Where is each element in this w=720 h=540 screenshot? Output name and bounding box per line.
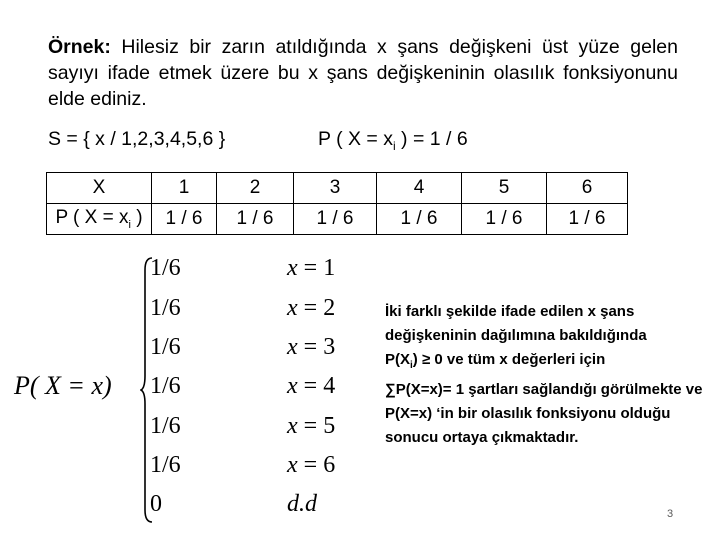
p-cell: 1 / 6 xyxy=(152,204,217,235)
distribution-table xyxy=(46,172,628,235)
piece-condition: x = 5 xyxy=(287,413,336,439)
example-label: Örnek: xyxy=(48,36,111,58)
piece-value: 1/6 xyxy=(150,334,181,360)
x-cell: 6 xyxy=(547,173,628,204)
uniform-probability: P ( $X = x_i$ ) = 1 / 6 xyxy=(318,128,468,153)
x-cell: 2 xyxy=(217,173,294,204)
p-cell: 1 / 6 xyxy=(377,204,462,235)
p-cell: 1 / 6 xyxy=(294,204,377,235)
header-x: X xyxy=(47,173,152,204)
example-paragraph xyxy=(48,34,678,112)
page-number: 3 xyxy=(667,508,674,520)
note-line: İki farklı şekilde ifade edilen x şans değişkeninin dağılımına bakıldığında xyxy=(385,303,647,344)
note-line: $P(X_i) \ge 0$ ve tüm x değerleri için xyxy=(385,351,606,371)
piece-condition-otherwise: d.d xyxy=(287,491,317,517)
header-p: P ( $X = x_i$ ) xyxy=(47,204,152,235)
x-cell: 4 xyxy=(377,173,462,204)
table-row-x xyxy=(47,173,628,204)
example-text: Hilesiz bir zarın atıldığında x şans değişkeni üst yüze gelen sayıyı ifade etmek üzere bu x şans değişkeninin olasılık fonksiyonunu elde ediniz. xyxy=(48,36,678,110)
x-cell: 1 xyxy=(152,173,217,204)
piece-value: 1/6 xyxy=(150,255,181,281)
x-cell: 3 xyxy=(294,173,377,204)
piece-value: 1/6 xyxy=(150,452,181,478)
piece-condition: x = 3 xyxy=(287,334,336,360)
note-line: ∑P(X=x)= 1 şartları sağlandığı görülmekte ve xyxy=(385,381,703,398)
piece-value: 1/6 xyxy=(150,413,181,439)
sample-space: S = { x / 1,2,3,4,5,6 } xyxy=(48,128,226,150)
pdf-lhs: P( X = x) xyxy=(14,371,112,400)
p-cell: 1 / 6 xyxy=(217,204,294,235)
explanation-note xyxy=(385,300,705,450)
note-line: P(X=x) ‘in bir olasılık fonksiyonu olduğu sonucu ortaya çıkmaktadır. xyxy=(385,405,671,446)
x-cell: 5 xyxy=(462,173,547,204)
table-row-p xyxy=(47,204,628,235)
piece-condition: x = 2 xyxy=(287,295,336,321)
piece-value: 1/6 xyxy=(150,373,181,399)
piece-value: 1/6 xyxy=(150,295,181,321)
piece-value: 0 xyxy=(150,491,162,517)
piece-condition: x = 1 xyxy=(287,255,336,281)
p-cell: 1 / 6 xyxy=(547,204,628,235)
p-cell: 1 / 6 xyxy=(462,204,547,235)
piece-condition: x = 6 xyxy=(287,452,336,478)
piece-condition: x = 4 xyxy=(287,373,336,399)
